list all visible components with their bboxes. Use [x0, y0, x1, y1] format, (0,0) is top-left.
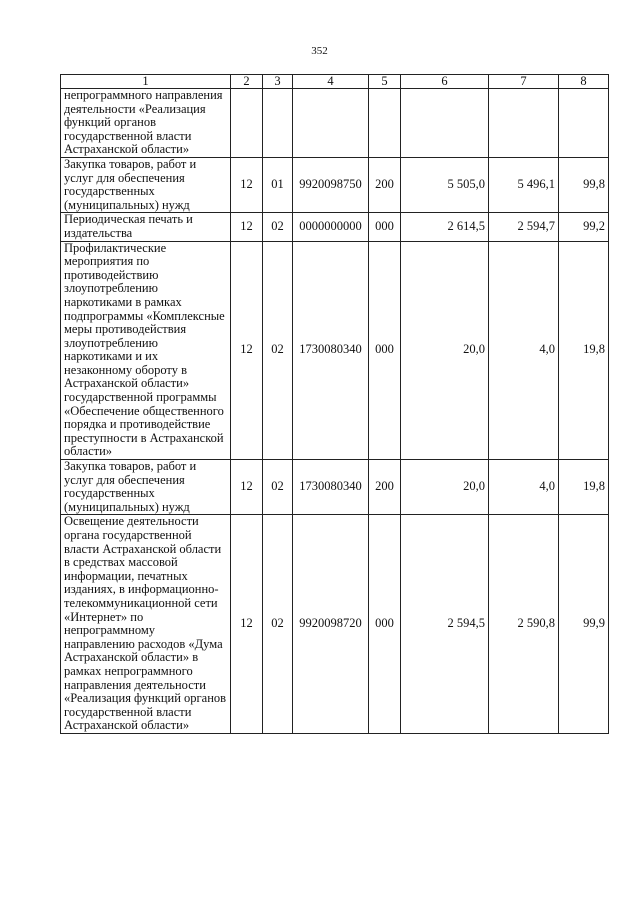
row-target-code: 1730080340	[293, 460, 369, 515]
row-section: 12	[231, 213, 263, 241]
row-plan: 2 614,5	[401, 213, 489, 241]
table-row	[61, 213, 609, 241]
column-header-6: 6	[401, 75, 489, 89]
row-plan: 20,0	[401, 460, 489, 515]
row-fact: 2 594,7	[489, 213, 559, 241]
row-section: 12	[231, 241, 263, 460]
row-section	[231, 89, 263, 158]
row-expense-type: 000	[369, 515, 401, 734]
table-row	[61, 515, 609, 734]
row-plan	[401, 89, 489, 158]
row-expense-type	[369, 89, 401, 158]
row-name: Закупка товаров, работ и услуг для обеспечения государственных (муниципальных) нужд	[61, 460, 231, 515]
row-plan: 5 505,0	[401, 157, 489, 212]
row-section: 12	[231, 515, 263, 734]
row-percent: 99,2	[559, 213, 609, 241]
row-percent: 19,8	[559, 241, 609, 460]
row-name: непрограммного направления деятельности «Реализация функций органов государственной власти Астраханской области»	[61, 89, 231, 158]
row-fact: 2 590,8	[489, 515, 559, 734]
row-subsection: 01	[263, 157, 293, 212]
row-fact: 5 496,1	[489, 157, 559, 212]
header-row	[61, 75, 609, 89]
row-target-code: 1730080340	[293, 241, 369, 460]
row-percent: 99,9	[559, 515, 609, 734]
row-expense-type: 000	[369, 213, 401, 241]
row-target-code	[293, 89, 369, 158]
row-plan: 2 594,5	[401, 515, 489, 734]
column-header-1: 1	[61, 75, 231, 89]
row-target-code: 9920098750	[293, 157, 369, 212]
table-row	[61, 89, 609, 158]
table-row	[61, 460, 609, 515]
row-percent: 99,8	[559, 157, 609, 212]
row-fact: 4,0	[489, 241, 559, 460]
row-fact: 4,0	[489, 460, 559, 515]
page-number: 352	[311, 45, 328, 57]
row-name: Закупка товаров, работ и услуг для обеспечения государственных (муниципальных) нужд	[61, 157, 231, 212]
row-section: 12	[231, 460, 263, 515]
column-header-4: 4	[293, 75, 369, 89]
row-plan: 20,0	[401, 241, 489, 460]
row-expense-type: 200	[369, 157, 401, 212]
column-header-3: 3	[263, 75, 293, 89]
column-header-8: 8	[559, 75, 609, 89]
table-row	[61, 241, 609, 460]
row-name: Освещение деятельности органа государственной власти Астраханской области в средствах массовой информации, печатных изданиях, в информационно-телекоммуникационной сети «Интернет» по непрограммному направлению расходов «Дума Астраханской области» в рамках непрограммного направления деятельности «Реализация функций органов государственной власти Астраханской области»	[61, 515, 231, 734]
row-fact	[489, 89, 559, 158]
row-subsection: 02	[263, 241, 293, 460]
row-name: Профилактические мероприятия по противодействию злоупотреблению наркотиками в рамках подпрограммы «Комплексные меры противодействия злоупотреблению наркотиками и их незаконному обороту в Астраханской области» государственной программы «Обеспечение общественного порядка и противодействие преступности в Астраханской области»	[61, 241, 231, 460]
column-header-7: 7	[489, 75, 559, 89]
row-percent: 19,8	[559, 460, 609, 515]
row-subsection	[263, 89, 293, 158]
row-subsection: 02	[263, 460, 293, 515]
row-name: Периодическая печать и издательства	[61, 213, 231, 241]
row-target-code: 0000000000	[293, 213, 369, 241]
row-section: 12	[231, 157, 263, 212]
budget-table	[60, 74, 609, 734]
table-row	[61, 157, 609, 212]
row-expense-type: 200	[369, 460, 401, 515]
row-percent	[559, 89, 609, 158]
row-subsection: 02	[263, 515, 293, 734]
row-expense-type: 000	[369, 241, 401, 460]
column-header-2: 2	[231, 75, 263, 89]
row-target-code: 9920098720	[293, 515, 369, 734]
column-header-5: 5	[369, 75, 401, 89]
row-subsection: 02	[263, 213, 293, 241]
